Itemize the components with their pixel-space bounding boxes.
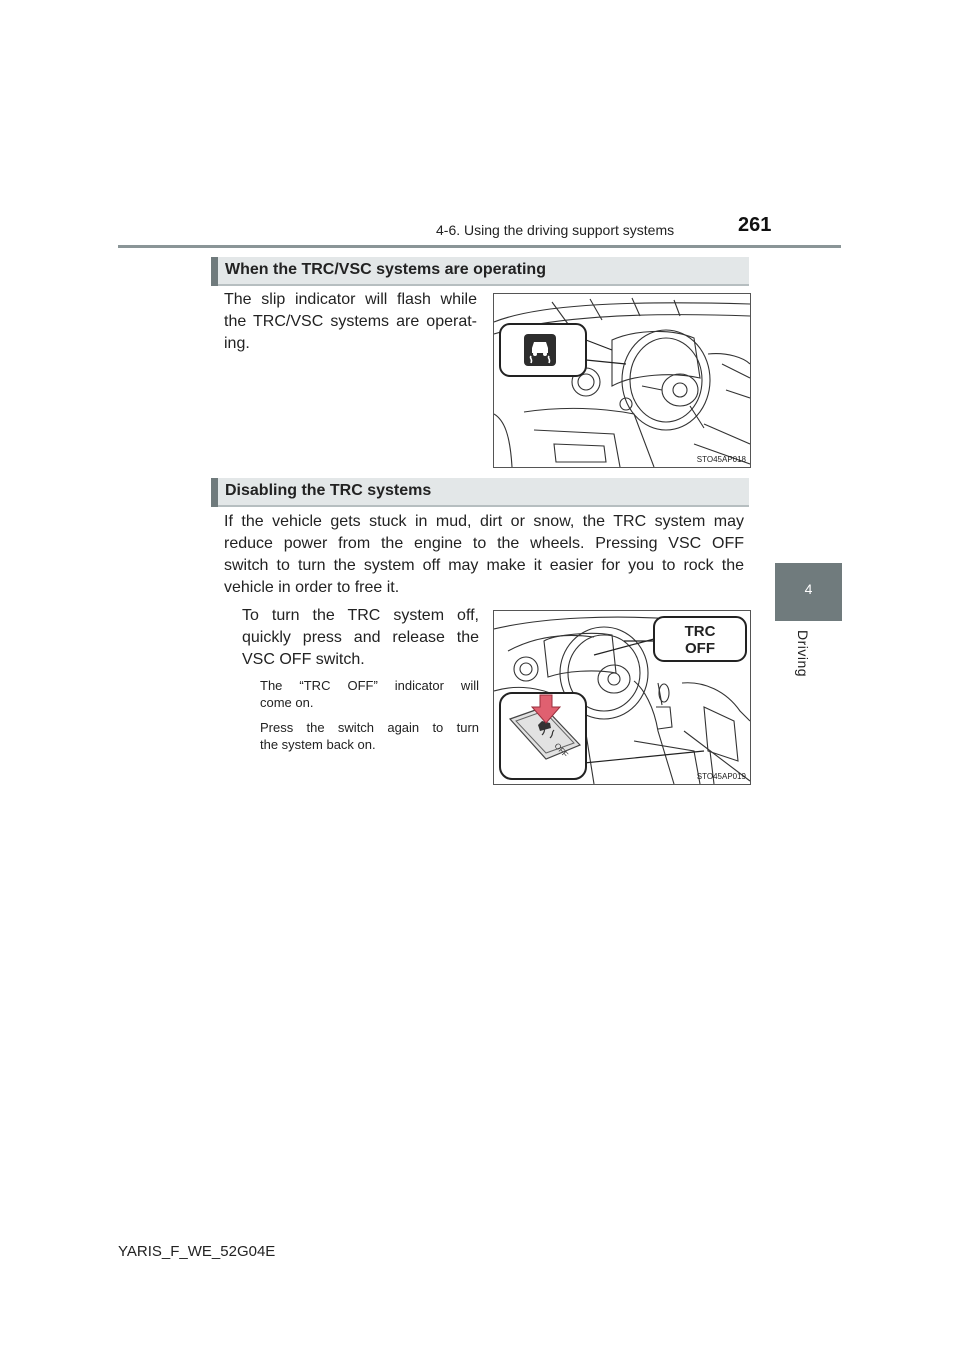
trc-off-line-1: TRC	[684, 623, 716, 640]
section1-line-2: the TRC/VSC systems are operat-	[224, 313, 477, 330]
document-code: YARIS_F_WE_52G04E	[118, 1243, 276, 1260]
dashboard-illustration	[494, 294, 750, 467]
figure-code: STO45AP019	[696, 772, 746, 781]
slip-indicator-icon	[524, 334, 556, 366]
step-line-3: VSC OFF switch.	[242, 651, 365, 668]
section-accent	[211, 257, 218, 286]
page-number: 261	[738, 214, 772, 236]
section1-line-1: The slip indicator will flash while	[224, 291, 477, 308]
figure-slip-indicator	[493, 293, 751, 468]
step-line-2: quickly press and release the	[242, 629, 479, 646]
figure-code: STO45AP018	[696, 455, 746, 464]
section-accent	[211, 478, 218, 507]
note1-line-2: come on.	[260, 695, 314, 710]
section2-para-line-3: switch to turn the system off may make it easier for you to rock the	[224, 557, 744, 574]
figure-vsc-off-switch	[493, 610, 751, 785]
console-illustration	[494, 611, 750, 784]
chapter-label	[795, 630, 815, 682]
section-heading-trc-vsc-operating	[211, 257, 749, 286]
chapter-tab	[775, 563, 842, 621]
step-line-1: To turn the TRC system off,	[242, 607, 479, 624]
section-title: Disabling the TRC systems	[225, 482, 432, 499]
section2-para-line-1: If the vehicle gets stuck in mud, dirt or snow, the TRC system may	[224, 513, 744, 530]
section2-para-line-2: reduce power from the engine to the wheels. Pressing VSC OFF	[224, 535, 744, 552]
note2-line-2: the system back on.	[260, 737, 376, 752]
trc-off-line-2: OFF	[685, 640, 715, 657]
chapter-label-text: Driving	[795, 630, 811, 678]
header-divider	[118, 245, 841, 248]
switch-off-label: OFF	[552, 741, 570, 760]
chapter-number: 4	[804, 581, 813, 597]
section-title: When the TRC/VSC systems are operating	[225, 261, 546, 278]
note2-line-1: Press the switch again to turn	[260, 720, 479, 735]
note1-line-1: The “TRC OFF” indicator will	[260, 678, 479, 693]
header-section-title: 4-6. Using the driving support systems	[436, 222, 675, 238]
section1-line-3: ing.	[224, 335, 250, 352]
section2-para-line-4: vehicle in order to free it.	[224, 579, 400, 596]
section-heading-disabling-trc	[211, 478, 749, 507]
